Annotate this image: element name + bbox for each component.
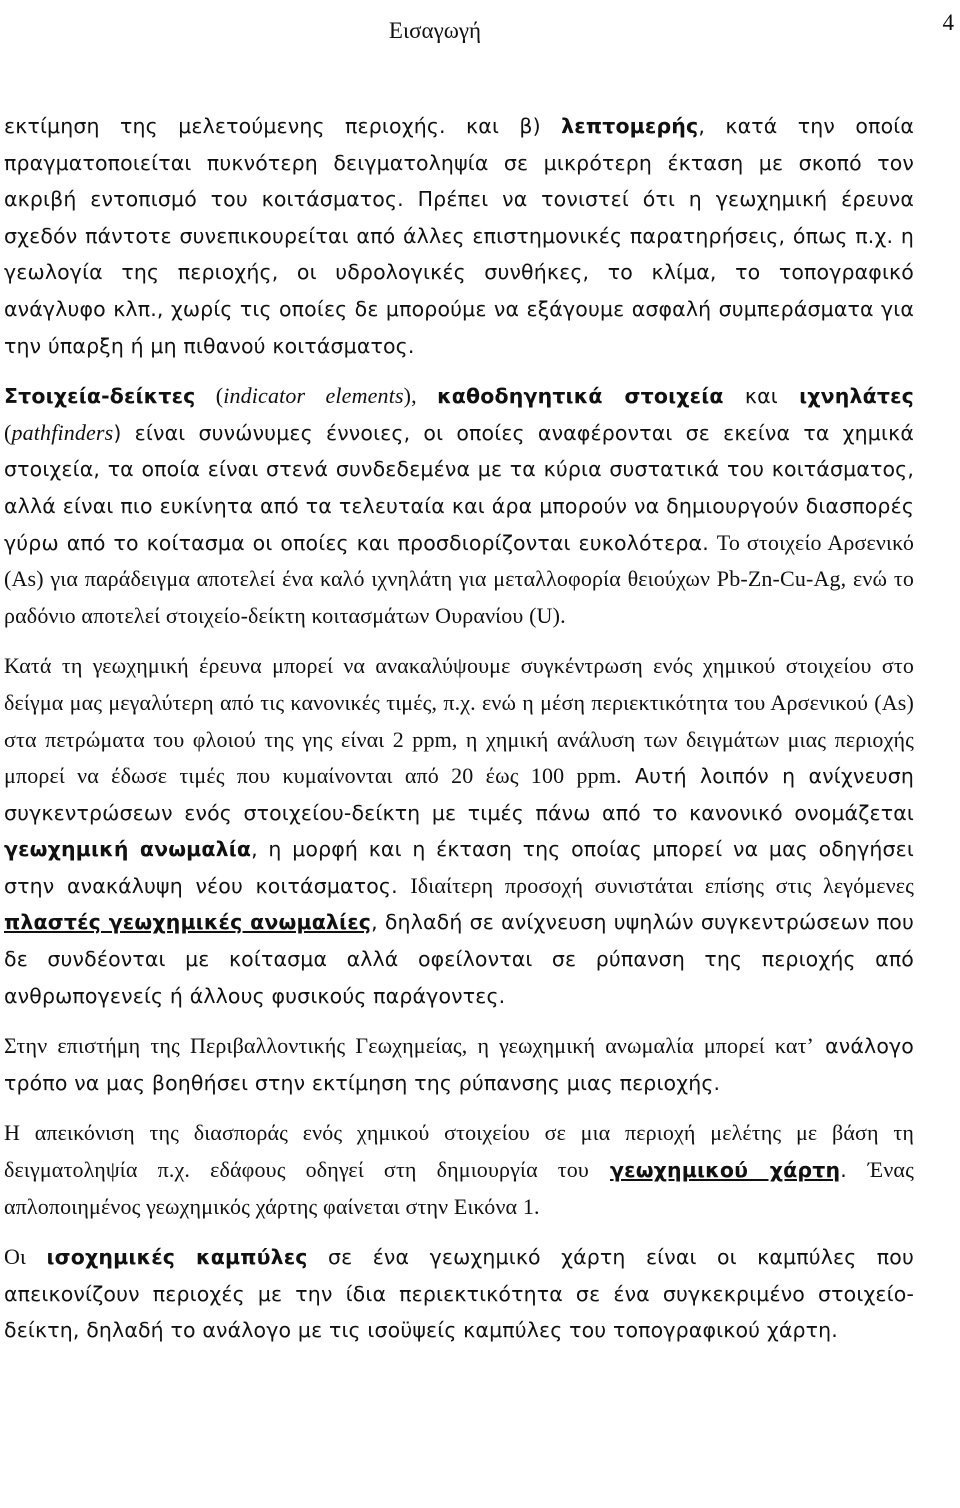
- text: ) είναι συνώνυμες έννοιες, οι οποίες αναφέρονται σε εκείνα τα χημικά στοιχεία, τα οποία είναι στενά συνδεδεμένα με τα κύρια συστατικά του κοιτάσματος, αλλά είναι πιο ευκίνητα από τα τελευταία και άρα μπορούν να δημιουργούν διασπορές γύρω από το κοίτασμα οι οποίες και προσδιορίζονται ευκολότερα.: [4, 420, 914, 555]
- text: και: [723, 384, 800, 409]
- italic-term: pathfinders: [11, 419, 114, 445]
- text: Κατά τη γεωχημική έρευνα μπορεί να ανακαλύψουμε συγκέντρωση ενός χημικού στοιχείου στο δείγμα μας μεγαλύτερη από τις κανονικές τιμές, π.χ. ενώ η μέση περιεκτικότητα του Αρσενικού (As) στα πετρώματα του φλοιού της γης είναι 2 ppm, η χημική ανάλυση των δειγμάτων μιας περιοχής μπορεί να έδωσε τιμές που κυμαίνονται από 20 έως 100 ppm.: [4, 653, 914, 789]
- bold-term: ισοχημικές καμπύλες: [46, 1245, 308, 1270]
- paragraph-4: [4, 1028, 914, 1101]
- paragraph-6: [4, 1239, 914, 1349]
- text: Στην επιστήμη της Περιβαλλοντικής Γεωχημείας, η γεωχημική ανωμαλία μπορεί κατ’: [4, 1033, 815, 1059]
- text: [589, 1158, 610, 1182]
- text: (: [4, 419, 12, 445]
- paragraph-2: [4, 378, 914, 634]
- text: , κατά την οποία πραγματοποιείται πυκνότερη δειγματοληψία σε μικρότερη έκταση με σκοπό τον ακριβή εντοπισμό του κοιτάσματος. Πρέπει να τονιστεί ότι η γεωχημική έρευνα σχεδόν πάντοτε συνεπικουρείται από άλλες επιστημονικές παρατηρήσεις, όπως π.χ. η γεωλογία της περιοχής, οι υδρολογικές συνθήκες, το κλίμα, το τοπογραφικό ανάγλυφο κλπ., χωρίς τις οποίες δε μπορούμε να εξάγουμε ασφαλή συμπεράσματα για την ύπαρξη ή μη πιθανού κοιτάσματος.: [4, 114, 915, 358]
- text: ),: [403, 383, 438, 409]
- text: Αυτή λοιπόν η ανίχνευση συγκεντρώσεων ενός στοιχείου-δείκτη με τιμές πάνω από το κανονικό ονομάζεται: [4, 764, 914, 825]
- bold-underlined-term: γεωχημικού χάρτη: [610, 1158, 841, 1183]
- header-title: Εισαγωγή: [388, 18, 482, 43]
- bold-term: ιχνηλάτες: [799, 384, 914, 409]
- text: Ιδιαίτερη προσοχή συνιστάται επίσης στις λεγόμενες: [410, 872, 914, 898]
- text: Ένας απλοποιημένος γεωχημικός χάρτης φαίνεται στην Εικόνα 1.: [4, 1157, 914, 1219]
- italic-term: indicator elements: [223, 383, 404, 409]
- document-body: [4, 108, 914, 1363]
- text: .: [840, 1158, 868, 1183]
- text: Το στοιχείο Αρσενικό (As) για παράδειγμα αποτελεί ένα καλό ιχνηλάτη για μεταλλοφορία θειούχων Pb-Zn-Cu-Ag, ενώ το ραδόνιο αποτελεί στοιχείο-δείκτη κοιτασμάτων Ουρανίου (U).: [4, 529, 914, 628]
- text: εκτίμηση της μελετούμενης περιοχής. και β): [4, 114, 562, 138]
- page-number: 4: [942, 10, 954, 35]
- text: Η απεικόνιση της διασποράς ενός χημικού στοιχείου σε μια περιοχή μελέτης με βάση τη δειγματοληψία π.χ. εδάφους οδηγεί στη δημιουργία του: [4, 1120, 914, 1183]
- text: ανάλογο τρόπο να μας βοηθήσει στην εκτίμηση της ρύπανσης μιας περιοχής.: [4, 1034, 914, 1095]
- text: [26, 1245, 46, 1269]
- paragraph-1: [4, 108, 914, 364]
- text: σε ένα γεωχημικό χάρτη είναι οι καμπύλες που απεικονίζουν περιοχές με την ίδια περιεκτικότητα σε ένα συγκεκριμένο στοιχείο-δείκτη, δηλαδή το ανάλογο με τις ισοϋψείς καμπύλες του τοπογραφικού χάρτη.: [4, 1245, 915, 1343]
- bold-term: λεπτομερής: [561, 114, 699, 138]
- text: , δηλαδή σε ανίχνευση υψηλών συγκεντρώσεων που δε συνδέονται με κοίτασμα αλλά οφείλονται σε ρύπανση της περιοχής από ανθρωπογενείς ή άλλους φυσικούς παράγοντες.: [4, 910, 914, 1008]
- text: Οι: [4, 1244, 27, 1270]
- bold-term: καθοδηγητικά στοιχεία: [437, 384, 724, 409]
- page-header: [0, 10, 960, 52]
- paragraph-3: [4, 648, 914, 1014]
- bold-underlined-term: πλαστές γεωχημικές ανωμαλίες: [4, 910, 372, 935]
- bold-term: γεωχημική ανωμαλία: [4, 837, 252, 862]
- bold-term: Στοιχεία-δείκτες: [4, 384, 196, 409]
- text: , η μορφή και η έκταση της οποίας μπορεί να μας οδηγήσει στην ανακάλυψη νέου κοιτάσματος.: [4, 837, 914, 898]
- text: (: [195, 383, 224, 409]
- paragraph-5: [4, 1115, 914, 1225]
